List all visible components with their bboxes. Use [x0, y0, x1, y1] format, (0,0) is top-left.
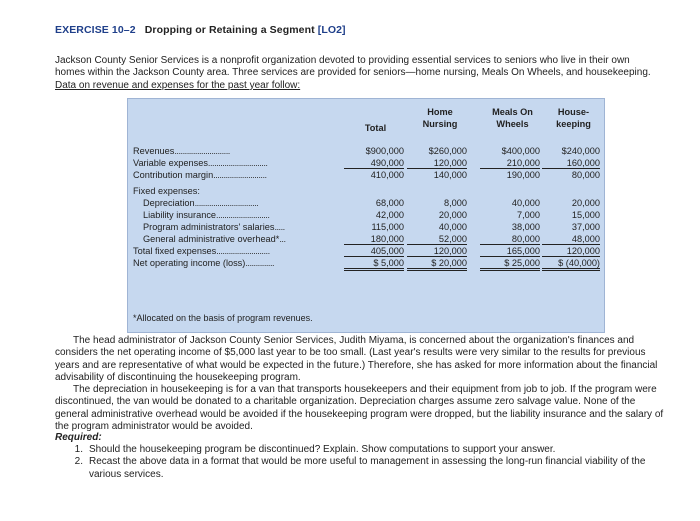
paragraph-1: The head administrator of Jackson County Senior Services, Judith Miyama, is concerned about the organization's finances and considers the net operating income of $5,000 last year to be too small. (Last year's results were very similar to the results for previous years and are representative of what would be expected in the future.) Therefore, she has asked for more information about the financial advisability of discontinuing the housekeeping program. — [55, 335, 658, 383]
item-text: Should the housekeeping program be discontinued? Explain. Show computations to support your answer. — [89, 444, 556, 455]
cell-total: 115,000 — [371, 222, 404, 232]
cell-meals: 80,000 — [480, 234, 540, 245]
exercise-name: Dropping or Retaining a Segment — [144, 24, 315, 36]
cell-meals: 7,000 — [517, 210, 540, 220]
row-label-text: Variable expenses — [133, 158, 208, 168]
row-label — [143, 234, 286, 244]
required-heading: Required: — [55, 432, 102, 443]
cell-house: 120,000 — [542, 246, 600, 257]
leader-dots: .......................... — [216, 210, 270, 220]
cell-meals: 38,000 — [511, 222, 540, 232]
cell-total: 410,000 — [370, 170, 404, 180]
leader-dots: ..... — [274, 222, 285, 232]
cell-nursing: 120,000 — [407, 158, 467, 169]
cell-total: $ 5,000 — [344, 258, 404, 271]
cell-nursing: 8,000 — [444, 198, 467, 208]
cell-nursing: 20,000 — [438, 210, 467, 220]
row-label-text: Total fixed expenses — [133, 246, 217, 256]
cell-house: 48,000 — [542, 234, 600, 245]
cell-nursing: 140,000 — [433, 170, 467, 180]
row-label — [143, 222, 285, 232]
row-label-text: General administrative overhead* — [143, 234, 280, 244]
intro-paragraph — [55, 55, 660, 92]
cell-nursing: 40,000 — [438, 222, 467, 232]
header-house: House- — [557, 107, 590, 117]
row-label — [143, 198, 258, 208]
exercise-number: EXERCISE 10–2 — [55, 24, 136, 36]
leader-dots: ........................... — [174, 146, 230, 156]
paragraph-2: The depreciation in housekeeping is for a van that transports housekeepers and their equipment from job to job. If the program were discontinued, the van would be donated to a charitable organization. Depreciation charges assume zero salvage value. None of the general administrative overhead would be avoided if the housekeeping program were dropped, but the liability insurance and the salary of the program administrator would be avoided. — [55, 384, 664, 432]
cell-house: $ (40,000) — [542, 258, 600, 271]
cell-house: 160,000 — [542, 158, 600, 169]
row-label — [133, 186, 200, 196]
cell-nursing: $ 20,000 — [407, 258, 467, 271]
cell-meals: 190,000 — [506, 170, 540, 180]
row-label-text: Contribution margin — [133, 170, 214, 180]
cell-total: 490,000 — [344, 158, 404, 169]
leader-dots: .............. — [245, 258, 275, 268]
header-home: Home — [427, 107, 453, 117]
leader-dots: .......................... — [216, 246, 270, 256]
cell-house: 80,000 — [571, 170, 600, 180]
cell-meals: 40,000 — [511, 198, 540, 208]
row-label — [133, 246, 270, 256]
exercise-title — [55, 24, 346, 36]
cell-meals: $ 25,000 — [480, 258, 540, 271]
list-item — [55, 456, 667, 481]
leader-dots: ............................. — [207, 158, 268, 168]
header-meals-on: Meals On — [492, 107, 533, 117]
cell-total: 68,000 — [375, 198, 404, 208]
header-total: Total — [364, 123, 387, 133]
list-item — [55, 444, 667, 456]
header-nursing: Nursing — [422, 119, 458, 129]
leader-dots: ............................... — [194, 198, 259, 208]
row-label-text: Liability insurance — [143, 210, 217, 220]
item-text: Recast the above data in a format that would be more useful to management in assessing the long-run financial viability of the various services. — [89, 456, 646, 480]
cell-house: $240,000 — [561, 146, 600, 156]
header-wheels: Wheels — [496, 119, 529, 129]
row-label — [143, 210, 269, 220]
cell-meals: $400,000 — [501, 146, 540, 156]
cell-total: $900,000 — [365, 146, 404, 156]
cell-meals: 210,000 — [480, 158, 540, 169]
row-label — [133, 258, 274, 268]
cell-total: 405,000 — [344, 246, 404, 257]
cell-house: 20,000 — [571, 198, 600, 208]
cell-house: 15,000 — [571, 210, 600, 220]
row-label-text: Program administrators' salaries — [143, 222, 275, 232]
financial-table — [127, 98, 605, 333]
row-label — [133, 170, 267, 180]
row-label — [133, 158, 267, 168]
leader-dots: ... — [279, 234, 286, 244]
cell-house: 37,000 — [571, 222, 600, 232]
required-list — [55, 444, 667, 481]
header-keeping: keeping — [556, 119, 591, 129]
cell-meals: 165,000 — [480, 246, 540, 257]
cell-nursing: 120,000 — [407, 246, 467, 257]
cell-nursing: 52,000 — [407, 234, 467, 245]
row-label-text: Depreciation — [143, 198, 195, 208]
cell-total: 180,000 — [344, 234, 404, 245]
item-number: 1. — [74, 444, 83, 455]
intro-text: Jackson County Senior Services is a nonprofit organization devoted to providing essential services to seniors who live in their own homes within the Jackson County area. Three services are provided for seniors—home nursing, Meals On Wheels, and housekeeping. — [55, 55, 651, 79]
cell-nursing: $260,000 — [428, 146, 467, 156]
leader-dots: .......................... — [213, 170, 267, 180]
row-label-text: Net operating income (loss) — [133, 258, 246, 268]
table-footnote: *Allocated on the basis of program revenues. — [133, 313, 313, 323]
cell-total: 42,000 — [375, 210, 404, 220]
row-label-text: Fixed expenses: — [133, 186, 200, 196]
row-label — [133, 146, 230, 156]
item-number: 2. — [74, 456, 83, 468]
row-label-text: Revenues — [133, 146, 175, 156]
learning-objective: [LO2] — [317, 24, 346, 36]
intro-underlined: Data on revenue and expenses for the past year follow: — [55, 79, 301, 91]
